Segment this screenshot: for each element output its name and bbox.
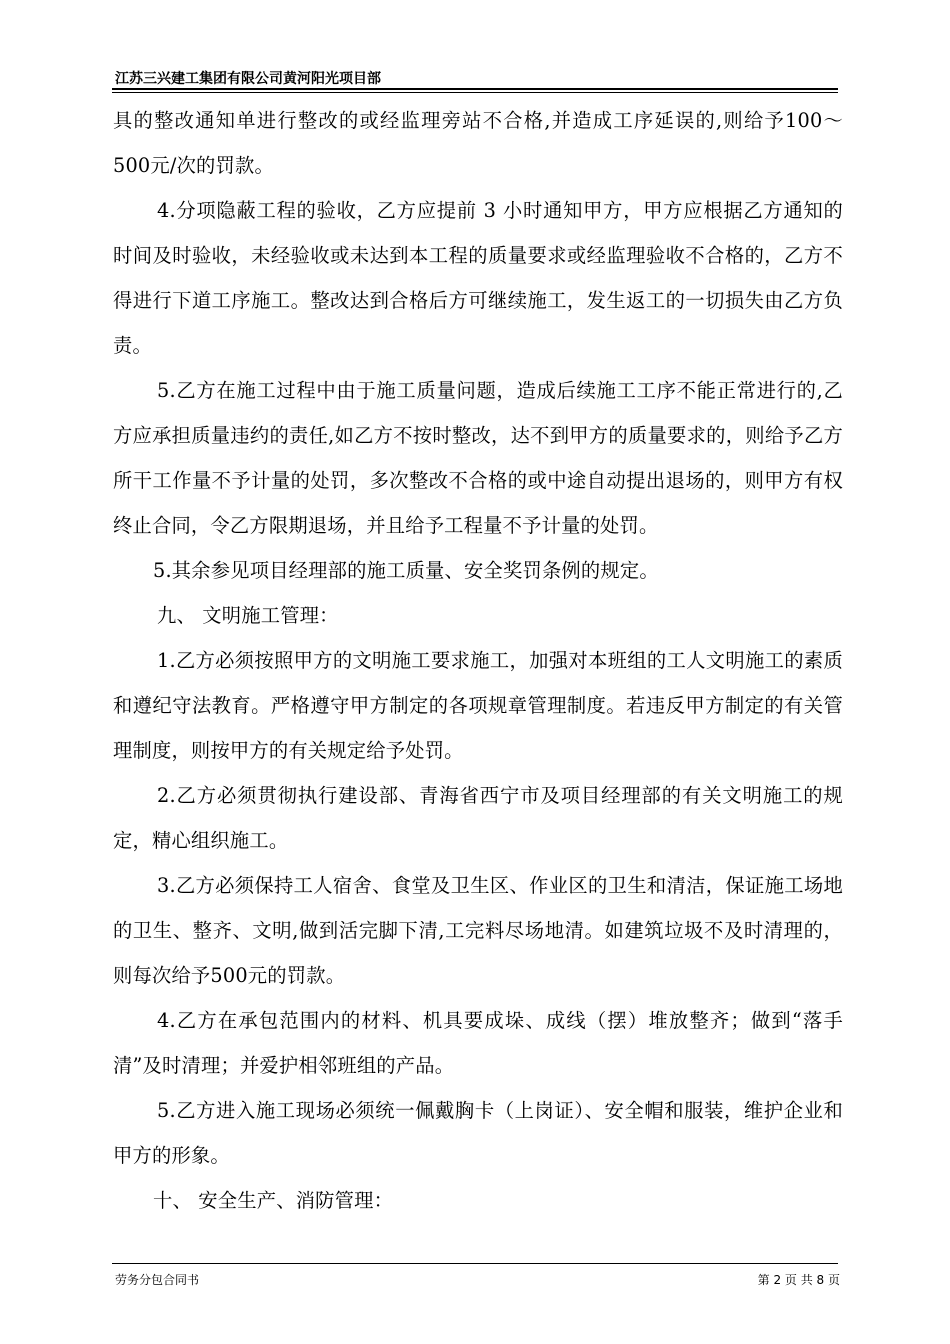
paragraph-quality-liability: 5.乙方在施工过程中由于施工质量问题，造成后续施工工序不能正常进行的,乙方应承担质量违约的责任,如乙方不按时整改，达不到甲方的质量要求的，则给予乙方所干工作量不予计量的处罚，多次整改不合格的或中途自动提出退场的，则甲方有权终止合同，令乙方限期退场，并且给予工程量不予计量的处罚。: [113, 379, 843, 537]
footer-document-name: 劳务分包合同书: [115, 1273, 200, 1287]
section-heading-civilized-construction: 九、 文明施工管理：: [157, 604, 339, 627]
footer-rule: [112, 1263, 838, 1264]
paragraph-other-rules: 5.其余参见项目经理部的施工质量、安全奖罚条例的规定。: [153, 559, 659, 582]
footer-page-number: 第 2 页 共 8 页: [757, 1273, 840, 1287]
paragraph-civilized-3: 3.乙方必须保持工人宿舍、食堂及卫生区、作业区的卫生和清洁，保证施工场地的卫生、整齐、文明,做到活完脚下清,工完料尽场地清。如建筑垃圾不及时清理的，则每次给予500元的罚款。: [113, 874, 843, 987]
section-heading-safety-fire: 十、 安全生产、消防管理：: [153, 1189, 394, 1212]
contract-body: [113, 98, 843, 1223]
header-rule-thin: [112, 92, 838, 93]
paragraph-continuation: 具的整改通知单进行整改的或经监理旁站不合格,并造成工序延误的,则给予100～500元/次的罚款。: [113, 109, 843, 177]
header-company-title: 江苏三兴建工集团有限公司黄河阳光项目部: [115, 71, 381, 87]
paragraph-civilized-2: 2.乙方必须贯彻执行建设部、青海省西宁市及项目经理部的有关文明施工的规定，精心组织施工。: [113, 784, 843, 852]
paragraph-civilized-1: 1.乙方必须按照甲方的文明施工要求施工，加强对本班组的工人文明施工的素质和遵纪守法教育。严格遵守甲方制定的各项规章管理制度。若违反甲方制定的有关管理制度，则按甲方的有关规定给予处罚。: [113, 649, 843, 762]
header-rule: [112, 88, 838, 90]
paragraph-hidden-works-acceptance: 4.分项隐蔽工程的验收，乙方应提前 3 小时通知甲方，甲方应根据乙方通知的时间及时验收，未经验收或未达到本工程的质量要求或经监理验收不合格的，乙方不得进行下道工序施工。整改达到合格后方可继续施工，发生返工的一切损失由乙方负责。: [113, 199, 843, 357]
paragraph-civilized-4: 4.乙方在承包范围内的材料、机具要成垛、成线（摆）堆放整齐；做到“落手清”及时清理；并爱护相邻班组的产品。: [113, 1009, 843, 1077]
paragraph-civilized-5: 5.乙方进入施工现场必须统一佩戴胸卡（上岗证）、安全帽和服装，维护企业和甲方的形象。: [113, 1099, 843, 1167]
